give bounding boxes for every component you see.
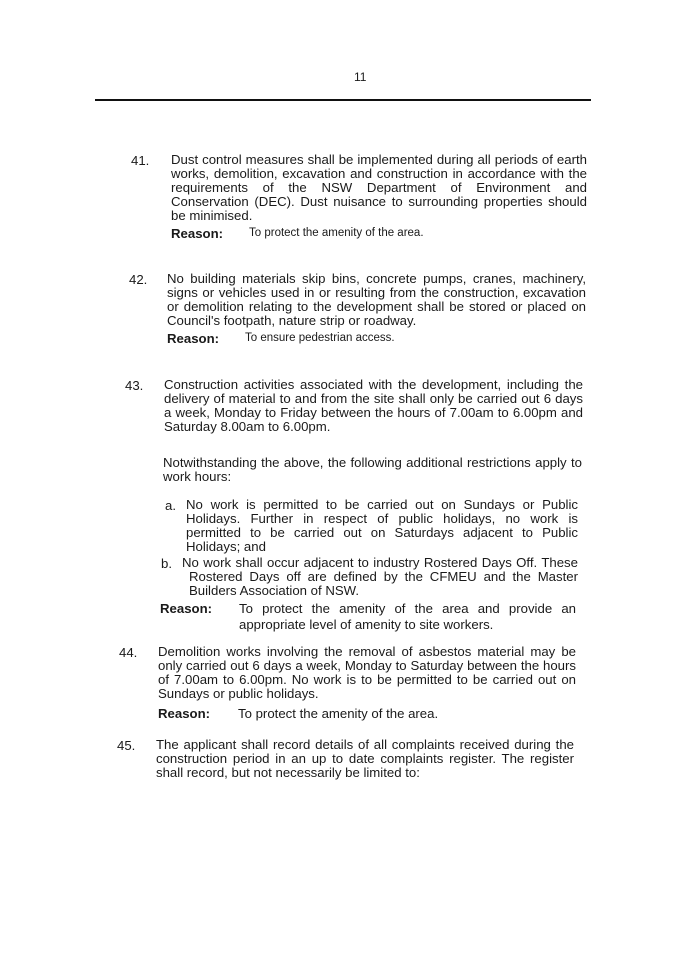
condition-text [164, 378, 583, 434]
text-line: permitted to be carried out on Saturdays adjacent to Public [186, 524, 578, 540]
text-line: of 7.00am to 6.00pm. No work is to be permitted to be carried out on [158, 671, 576, 687]
text-line: Construction activities associated with the development, including the [164, 377, 583, 392]
text-line: Saturday 8.00am to 6.00pm. [164, 418, 331, 434]
text-line: Builders Association of NSW. [189, 582, 360, 598]
text-line: be minimised. [171, 207, 253, 223]
condition-number: 43. [125, 378, 144, 393]
text-line: signs or vehicles used in or resulting from the construction, excavation [167, 284, 586, 300]
text-line: work hours: [163, 468, 232, 484]
text-line: No building materials skip bins, concrete pumps, cranes, machinery, [167, 271, 586, 286]
text-line: No work shall occur adjacent to industry Rostered Days Off. These [182, 555, 578, 570]
text-line: To protect the amenity of the area and provide an [239, 601, 576, 616]
page-number: 11 [354, 70, 367, 84]
condition-number: 45. [117, 738, 136, 753]
text-line: appropriate level of amenity to site workers. [239, 617, 494, 632]
text-line: shall record, but not necessarily be limited to: [156, 764, 420, 780]
header-rule [95, 99, 591, 101]
text-line: delivery of material to and from the site shall only be carried out 6 days [164, 390, 583, 406]
text-line: Holidays; and [186, 538, 266, 554]
reason-label: Reason: [171, 226, 224, 241]
text-line: Council's footpath, nature strip or roadway. [167, 312, 417, 328]
text-line: Sundays or public holidays. [158, 685, 319, 701]
text-line: Rostered Days off are defined by the CFMEU and the Master [189, 568, 578, 584]
text-line: only carried out 6 days a week, Monday to Saturday between the hours [158, 657, 576, 673]
condition-number: 41. [131, 153, 150, 168]
text-line: The applicant shall record details of all complaints received during the [156, 737, 574, 752]
condition-text [167, 272, 586, 328]
text-line: Dust control measures shall be implemented during all periods of earth [171, 152, 587, 167]
reason-label: Reason: [158, 706, 211, 721]
text-line: works, demolition, excavation and construction in accordance with the [171, 165, 587, 181]
reason-text: To ensure pedestrian access. [245, 332, 395, 344]
reason-text: To protect the amenity of the area. [249, 227, 424, 239]
condition-text [171, 153, 587, 223]
text-line: construction period in an up to date complaints register. The register [156, 750, 574, 766]
text-line: a week, Monday to Friday between the hours of 7.00am to 6.00pm and [164, 404, 583, 420]
text-line: Notwithstanding the above, the following additional restrictions apply to [163, 455, 582, 470]
condition-text [156, 738, 574, 780]
list-marker-a: a. [165, 498, 176, 513]
text-line: requirements of the NSW Department of Environment and [171, 179, 587, 195]
text-line: Holidays. Further in respect of public holidays, no work is [186, 510, 578, 526]
condition-text [158, 645, 576, 701]
reason-text [239, 601, 576, 633]
reason-label: Reason: [160, 601, 213, 616]
text-line: No work is permitted to be carried out on Sundays or Public [186, 497, 578, 512]
reason-label: Reason: [167, 331, 220, 346]
list-item-b [182, 556, 578, 598]
reason-text: To protect the amenity of the area. [238, 706, 439, 721]
text-line: or demolition relating to the development shall be stored or placed on [167, 298, 586, 314]
condition-number: 42. [129, 272, 148, 287]
list-item-a [186, 498, 578, 554]
condition-number: 44. [119, 645, 138, 660]
condition-text-2 [163, 456, 582, 484]
list-marker-b: b. [161, 556, 172, 571]
text-line: Demolition works involving the removal of asbestos material may be [158, 644, 576, 659]
text-line: Conservation (DEC). Dust nuisance to surrounding properties should [171, 193, 587, 209]
